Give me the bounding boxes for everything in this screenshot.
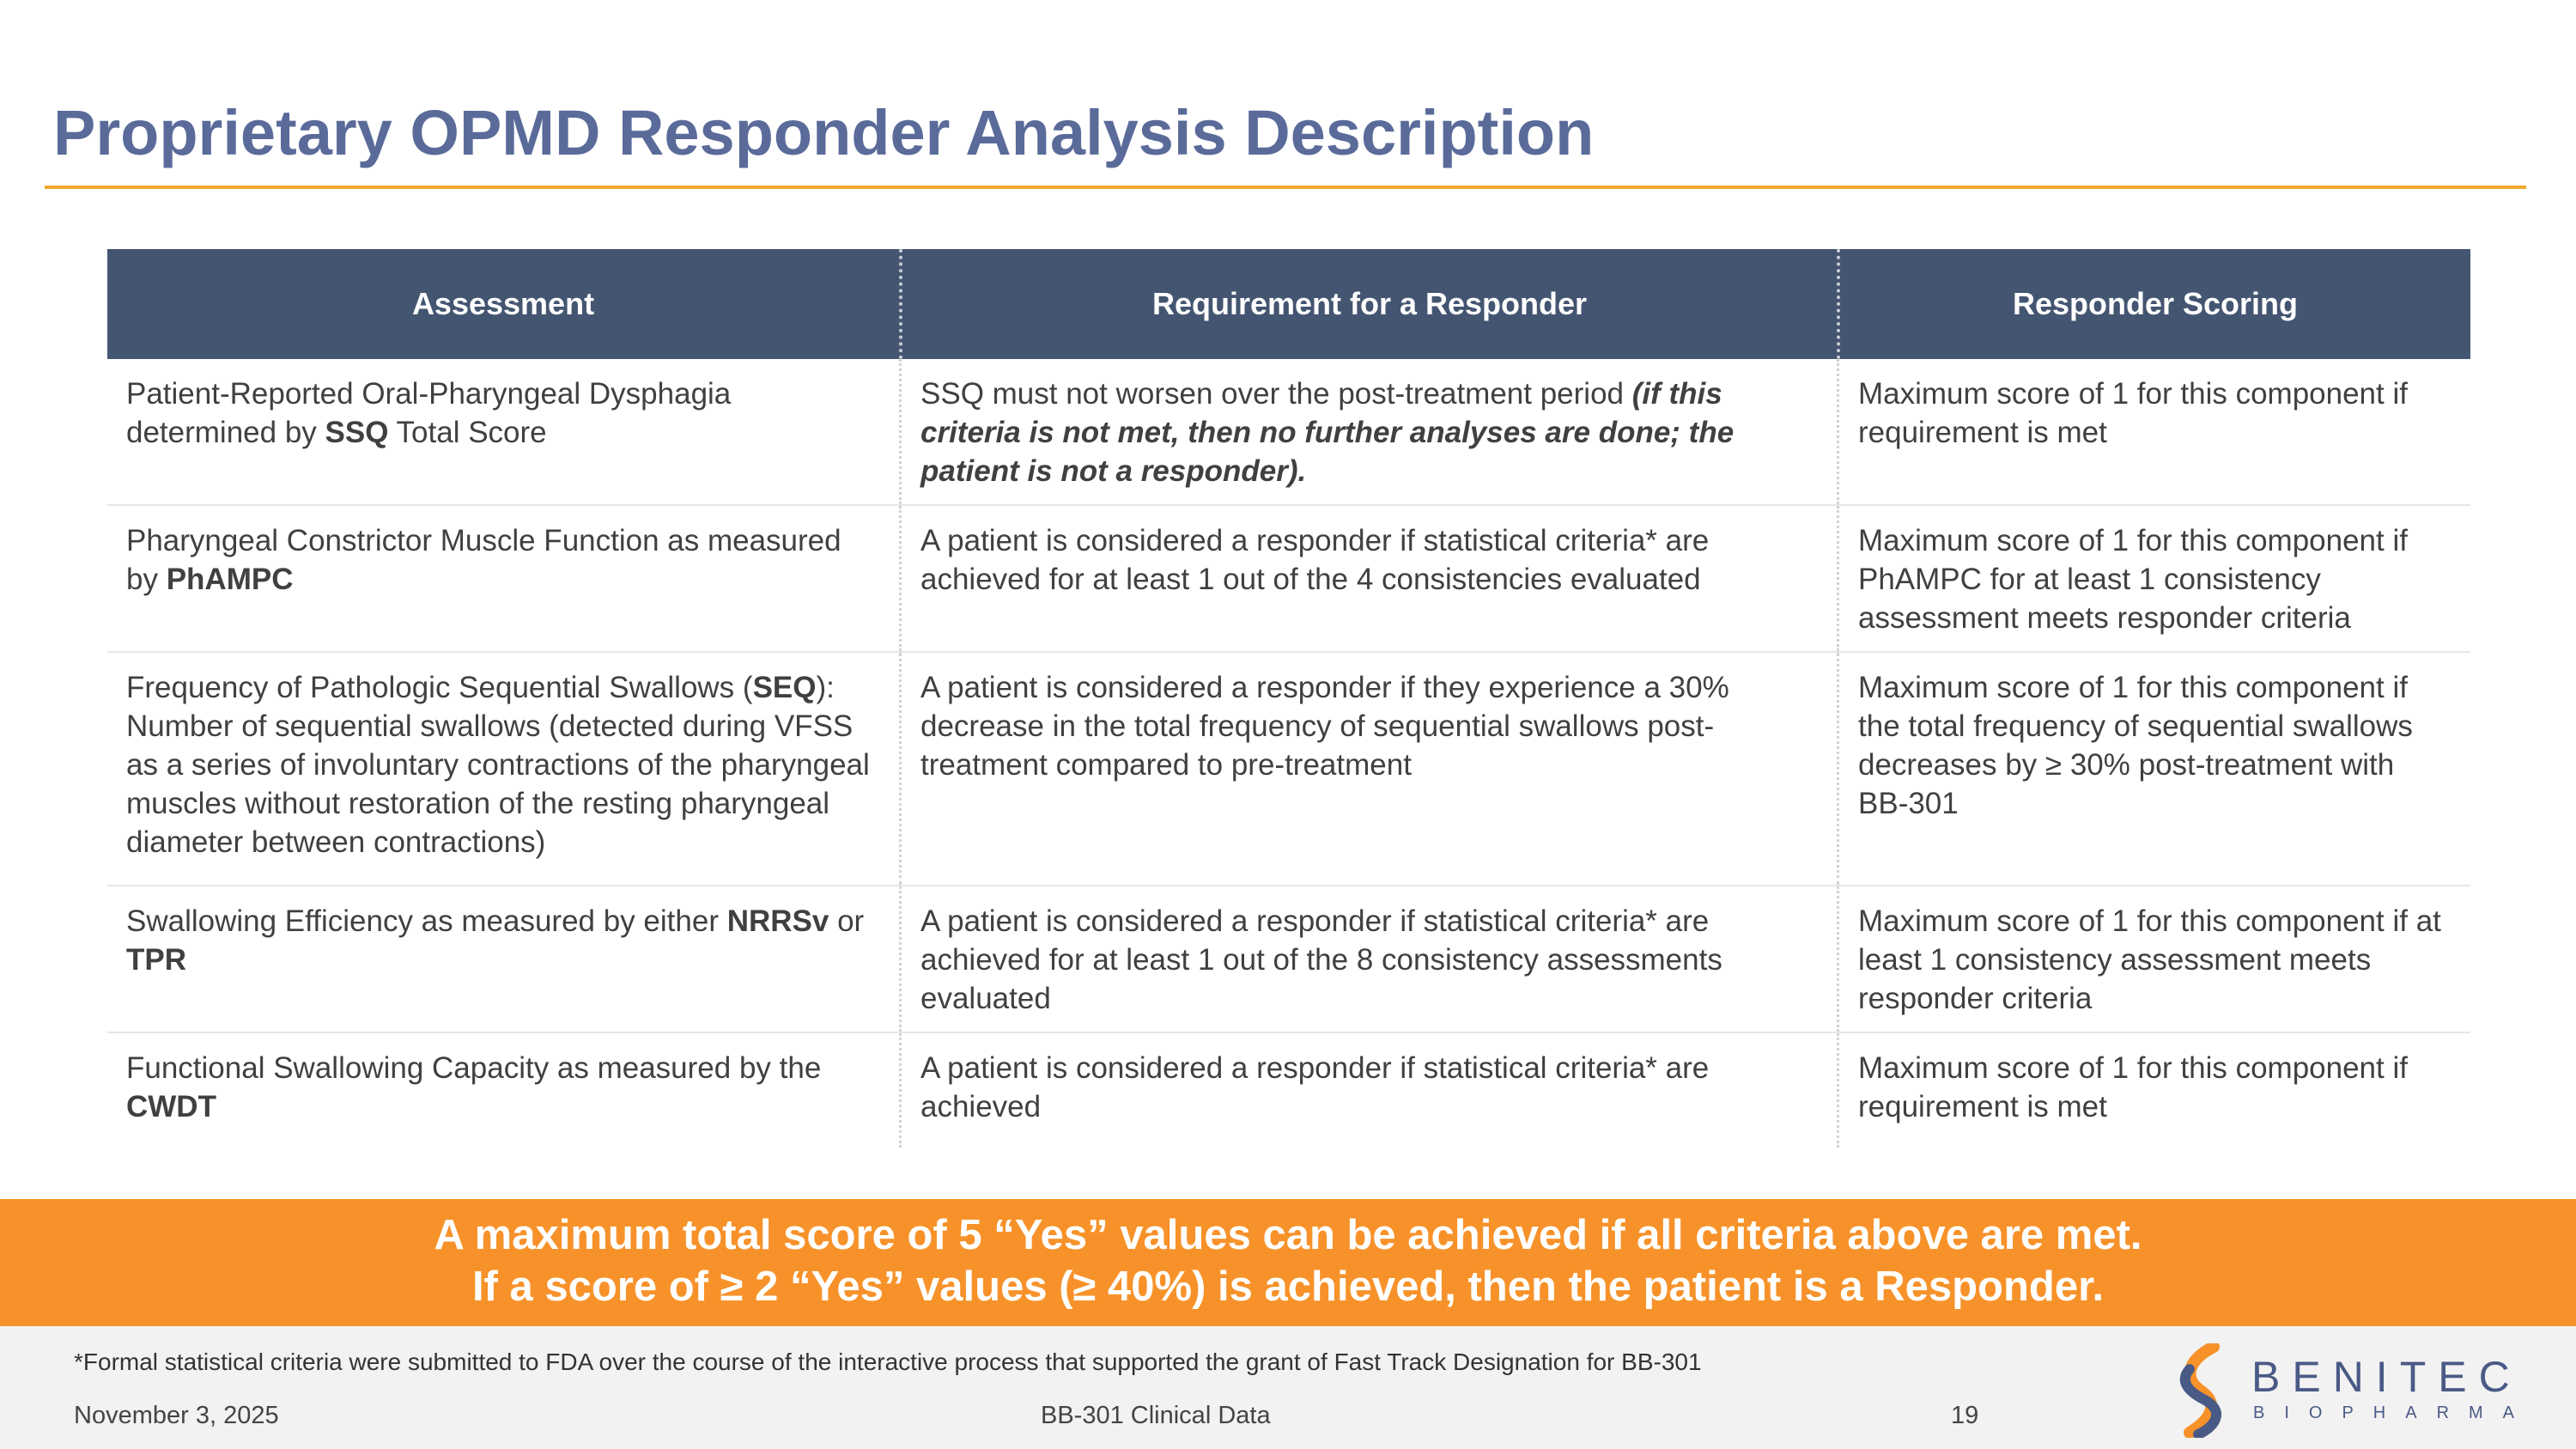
requirement-cell: A patient is considered a responder if they experience a 30% decrease in the total frequency of sequential swallows post-treatment compared to pre-treatment xyxy=(899,653,1837,885)
scoring-cell: Maximum score of 1 for this component if at least 1 consistency assessment meets responder criteria xyxy=(1837,886,2470,1032)
scoring-cell: Maximum score of 1 for this component if the total frequency of sequential swallows decreases by ≥ 30% post-treatment with BB-301 xyxy=(1837,653,2470,885)
table-row xyxy=(107,506,2470,653)
logo-wordmark: BENITEC xyxy=(2251,1353,2522,1401)
title-underline xyxy=(45,186,2526,189)
assessment-cell: Frequency of Pathologic Sequential Swallows (SEQ): Number of sequential swallows (detected during VFSS as a series of involuntary contractions of the pharyngeal muscles without restoration of the resting pharyngeal diameter between contractions) xyxy=(126,671,870,859)
page-title: Proprietary OPMD Responder Analysis Description xyxy=(53,97,1595,168)
requirement-cell: SSQ must not worsen over the post-treatment period (if this criteria is not met, then no further analyses are done; the patient is not a responder). xyxy=(899,359,1837,504)
requirement-cell: A patient is considered a responder if statistical criteria* are achieved xyxy=(899,1033,1837,1148)
footnote: *Formal statistical criteria were submitted to FDA over the course of the interactive process that supported the grant of Fast Track Designation for BB-301 xyxy=(74,1349,1702,1375)
scoring-cell: Maximum score of 1 for this component if requirement is met xyxy=(1837,359,2470,504)
table-row xyxy=(107,886,2470,1033)
footer xyxy=(0,1326,2576,1449)
summary-banner xyxy=(0,1199,2576,1326)
table-header xyxy=(107,249,2470,359)
assessment-cell: Swallowing Efficiency as measured by either NRRSv or TPR xyxy=(126,904,865,977)
footer-date: November 3, 2025 xyxy=(74,1402,279,1429)
header-scoring: Responder Scoring xyxy=(1837,249,2470,359)
banner-line-2: If a score of ≥ 2 “Yes” values (≥ 40%) is achieved, then the patient is a Responder. xyxy=(471,1263,2105,1310)
scoring-cell: Maximum score of 1 for this component if requirement is met xyxy=(1837,1033,2470,1148)
banner-line-1: A maximum total score of 5 “Yes” values can be achieved if all criteria above are met. xyxy=(434,1212,2142,1258)
logo-subtitle: BIOPHARMA xyxy=(2253,1403,2535,1422)
assessment-cell: Functional Swallowing Capacity as measured by the CWDT xyxy=(126,1051,822,1123)
assessment-cell: Patient-Reported Oral-Pharyngeal Dysphagia determined by SSQ Total Score xyxy=(126,377,732,449)
table-row xyxy=(107,653,2470,886)
benitec-logo xyxy=(2164,1343,2535,1438)
responder-table xyxy=(107,249,2470,1148)
table-row xyxy=(107,359,2470,506)
header-assessment: Assessment xyxy=(411,286,595,321)
requirement-cell: A patient is considered a responder if statistical criteria* are achieved for at least 1 out of the 8 consistency assessments evaluated xyxy=(899,886,1837,1032)
assessment-cell: Pharyngeal Constrictor Muscle Function as measured by PhAMPC xyxy=(126,524,841,596)
scoring-cell: Maximum score of 1 for this component if PhAMPC for at least 1 consistency assessment meets responder criteria xyxy=(1837,506,2470,651)
helix-swirl-icon xyxy=(2164,1343,2241,1438)
requirement-cell: A patient is considered a responder if statistical criteria* are achieved for at least 1 out of the 4 consistencies evaluated xyxy=(899,506,1837,651)
table-row xyxy=(107,1033,2470,1148)
header-requirement: Requirement for a Responder xyxy=(899,249,1837,359)
page-number: 19 xyxy=(1951,1402,1979,1429)
footer-document-title: BB-301 Clinical Data xyxy=(1041,1402,1271,1429)
